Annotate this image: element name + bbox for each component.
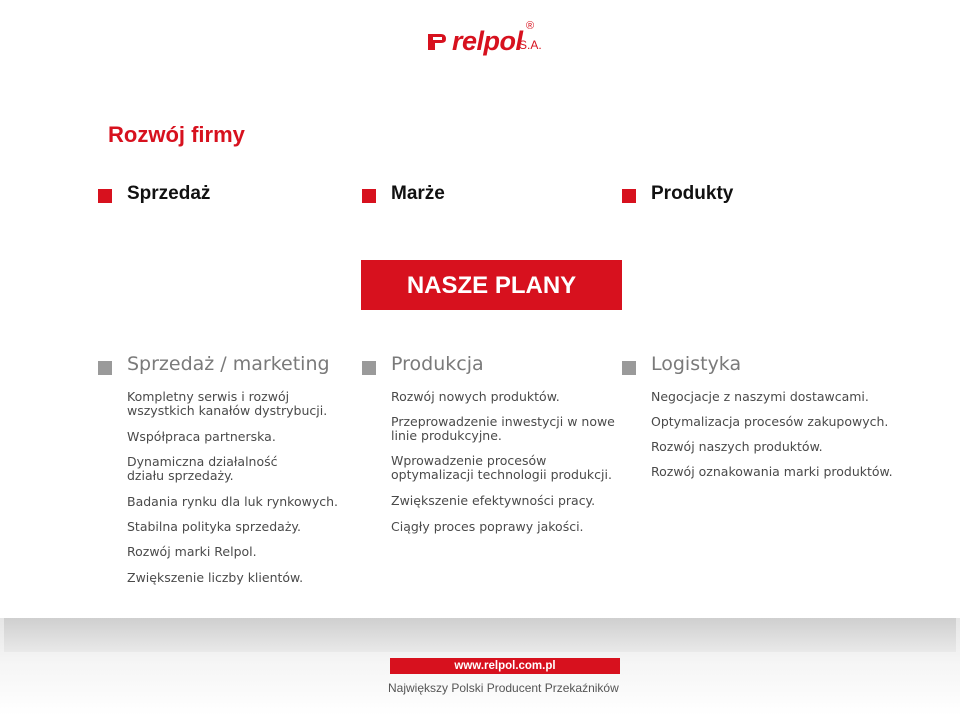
column-heading-production (362, 353, 602, 379)
list-item: Rozwój naszych produktów. (651, 439, 823, 454)
heading-label: Produkty (651, 183, 734, 204)
footer-tagline: Największy Polski Producent Przekaźników (388, 681, 619, 695)
heading-sprzedaz (98, 183, 298, 207)
heading-label: Sprzedaż (127, 183, 211, 204)
list-item: Rozwój oznakowania marki produktów. (651, 464, 893, 479)
list-item: Rozwój nowych produktów. (391, 389, 560, 404)
list-item: Współpraca partnerska. (127, 429, 276, 444)
logo-suffix: S.A. (519, 38, 542, 52)
list-item: Zwiększenie efektywności pracy. (391, 493, 596, 508)
list-item: Optymalizacja procesów zakupowych. (651, 414, 889, 429)
list-item: Zwiększenie liczby klientów. (127, 570, 304, 585)
list-item: Negocjacje z naszymi dostawcami. (651, 389, 869, 404)
bullet-square-icon (622, 189, 636, 203)
website-link[interactable]: www.relpol.com.pl (390, 658, 620, 674)
logo-wordmark: relpol (452, 26, 523, 56)
list-item: Ciągły proces poprawy jakości. (391, 519, 584, 534)
list-item: Stabilna polityka sprzedaży. (127, 519, 301, 534)
column-heading-logistics (622, 353, 862, 379)
heading-label: Marże (391, 183, 445, 204)
bullet-square-icon (622, 361, 636, 375)
plans-banner: NASZE PLANY (361, 260, 622, 310)
bullet-square-icon (98, 361, 112, 375)
column-heading-label: Logistyka (651, 353, 742, 375)
list-item: Wprowadzenie procesów optymalizacji technologii produkcji. (391, 453, 612, 482)
column-heading-sales (98, 353, 358, 379)
logo-registered: ® (526, 20, 535, 32)
footer-bar (4, 618, 956, 652)
list-item: Dynamiczna działalność działu sprzedaży. (127, 454, 278, 483)
list-item: Przeprowadzenie inwestycji w nowe linie produkcyjne. (391, 414, 615, 443)
bullet-square-icon (362, 361, 376, 375)
column-heading-label: Sprzedaż / marketing (127, 353, 330, 375)
list-item: Kompletny serwis i rozwój wszystkich kanałów dystrybucji. (127, 389, 328, 418)
column-heading-label: Produkcja (391, 353, 484, 375)
heading-produkty (622, 183, 822, 207)
relpol-logo-mark-icon (426, 30, 448, 52)
heading-marze (362, 183, 562, 207)
relpol-logo (426, 20, 546, 58)
page-title: Rozwój firmy (108, 122, 245, 147)
bullet-square-icon (98, 189, 112, 203)
list-item: Badania rynku dla luk rynkowych. (127, 494, 339, 509)
bullet-square-icon (362, 189, 376, 203)
list-item: Rozwój marki Relpol. (127, 544, 257, 559)
